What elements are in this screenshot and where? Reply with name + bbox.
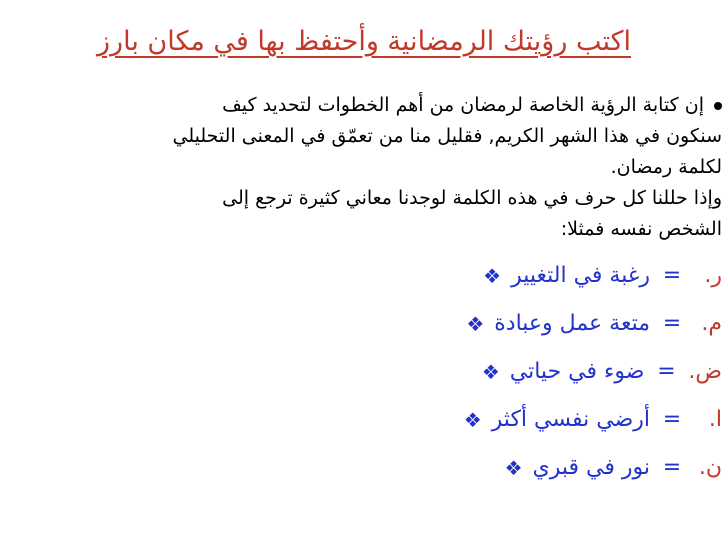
- letter-label: م.: [701, 311, 722, 336]
- four-diamond-arrow-icon: ❖: [504, 456, 523, 480]
- letter-meaning: نور في قبري: [532, 455, 650, 480]
- four-diamond-arrow-icon: ❖: [466, 312, 485, 336]
- equals-sign: =: [662, 407, 682, 432]
- slide-title: اكتب رؤيتك الرمضانية وأحتفظ بها في مكان بارز: [97, 26, 631, 57]
- equals-sign: =: [662, 263, 682, 288]
- list-item: [322, 300, 722, 348]
- four-diamond-arrow-icon: ❖: [483, 264, 502, 288]
- four-diamond-arrow-icon: ❖: [481, 360, 500, 384]
- list-item: [322, 444, 722, 492]
- letter-meaning: أرضي نفسي أكثر: [491, 407, 650, 432]
- paragraph-intro: [173, 90, 722, 183]
- list-item: [322, 348, 722, 396]
- paragraph-analysis: [222, 183, 722, 245]
- letter-label: ن.: [698, 455, 722, 480]
- four-diamond-arrow-icon: ❖: [463, 408, 482, 432]
- paragraph-analysis-line-1-text: وإذا حللنا كل حرف في هذه الكلمة لوجدنا معاني كثيرة ترجع إلى: [222, 187, 722, 209]
- paragraph-intro-line-3: لكلمة رمضان.: [610, 156, 722, 178]
- letter-meaning: رغبة في التغيير: [511, 263, 650, 288]
- paragraph-intro-line-1-text: إن كتابة الرؤية الخاصة لرمضان من أهم الخطوات لتحديد كيف: [222, 94, 704, 116]
- paragraph-analysis-line-2: الشخص نفسه فمثلا:: [560, 218, 722, 240]
- letter-meaning: ضوء في حياتي: [509, 359, 645, 384]
- paragraph-analysis-line-1: [222, 183, 722, 214]
- bullet-dot-icon: [714, 102, 722, 110]
- equals-sign: =: [662, 455, 682, 480]
- letter-meaning-list: [322, 252, 722, 492]
- letter-label: ر.: [704, 263, 722, 288]
- equals-sign: =: [657, 359, 676, 384]
- paragraph-intro-line-2: سنكون في هذا الشهر الكريم, فقليل منا من تعمّق في المعنى التحليلي: [172, 125, 722, 147]
- list-item: [322, 396, 722, 444]
- equals-sign: =: [662, 311, 682, 336]
- letter-meaning: متعة عمل وعبادة: [494, 311, 650, 336]
- letter-label: ض.: [688, 359, 722, 384]
- letter-label: ا.: [708, 407, 722, 432]
- list-item: [322, 252, 722, 300]
- paragraph-intro-line-1: [173, 90, 722, 121]
